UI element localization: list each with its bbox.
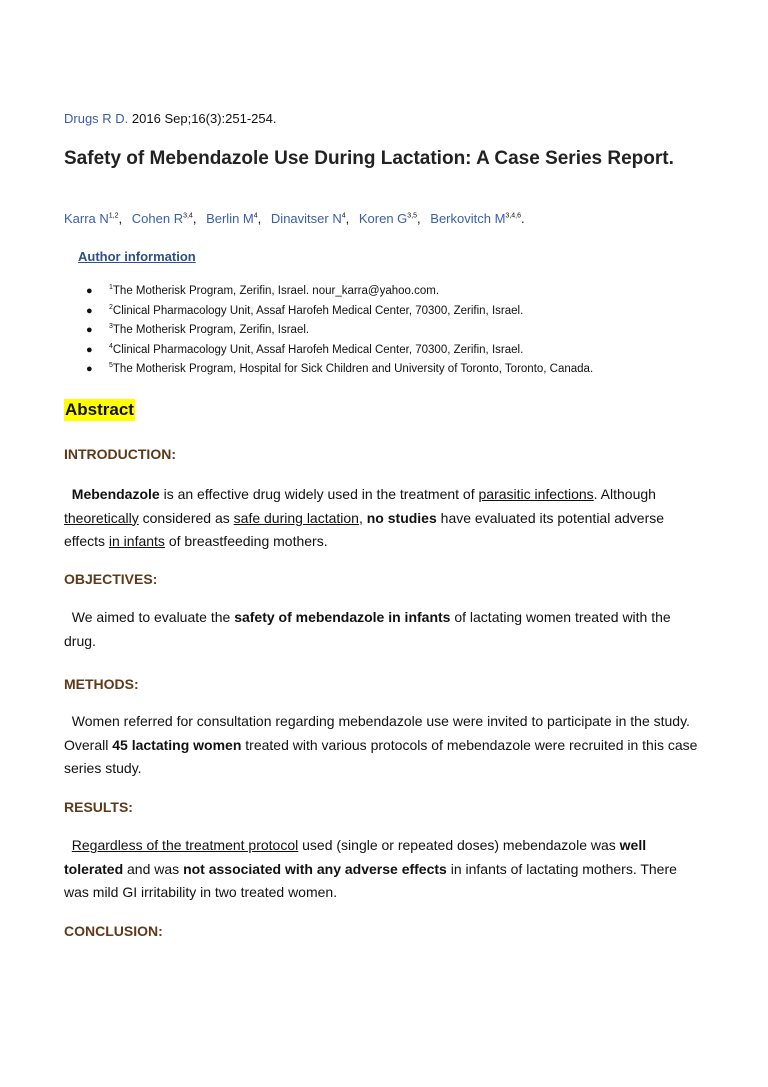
author-link[interactable]: Dinavitser N (270, 211, 342, 226)
intro-underlined-run: safe during lactation (233, 509, 359, 526)
author-separator: . (521, 211, 525, 226)
author-affil-sup: 4 (341, 212, 346, 220)
affiliation-number: 4 (109, 342, 113, 350)
author (132, 211, 197, 226)
results-text (64, 834, 704, 905)
results-bold-run: well tolerated (64, 837, 647, 877)
affiliation-text: The Motherisk Program, Hospital for Sick Children and University of Toronto, Toronto, Canada. (112, 363, 594, 375)
affiliation-item (86, 285, 593, 305)
journal-link[interactable]: Drugs R D. (64, 111, 129, 126)
objectives-text (64, 606, 704, 653)
results-text-run: in infants of lactating mothers. There was mild GI irritability in two treated women. (64, 860, 677, 900)
article-title: Safety of Mebendazole Use During Lactation: A Case Series Report. (64, 148, 674, 169)
author-affil-sup: 1,2 (108, 212, 119, 220)
intro-text-run: is an effective drug widely used in the treatment of (159, 486, 479, 502)
affiliation-item (86, 305, 593, 325)
author-affil-sup: 3,5 (407, 212, 418, 220)
author-separator: , (192, 211, 197, 226)
bullet-icon: ● (86, 324, 93, 336)
methods-text-run: treated with various protocols of mebendazole were recruited in this case series study. (64, 736, 698, 776)
methods-text-run: Women referred for consultation regarding mebendazole use were invited to participate in the study. Overall (64, 713, 690, 753)
bullet-icon: ● (86, 343, 93, 356)
intro-underlined-run: in infants (108, 533, 165, 549)
affiliation-text: Clinical Pharmacology Unit, Assaf Harofeh Medical Center, 70300, Zerifin, Israel. (112, 304, 524, 317)
author-affil-sup: 3,4 (183, 212, 193, 220)
abstract-heading: Abstract (65, 400, 134, 419)
affiliation-list (86, 285, 593, 383)
results-text-run: and was (123, 860, 184, 877)
affiliation-number: 1 (109, 284, 113, 292)
intro-text-run: have evaluated its potential adverse effects (64, 509, 665, 549)
author-separator: , (417, 211, 421, 226)
author-information-toggle[interactable]: Author information (78, 249, 196, 264)
affiliation-number: 3 (109, 323, 113, 331)
author-affil-sup: 4 (253, 212, 258, 220)
author-separator: , (118, 211, 123, 226)
intro-mebendazole: Mebendazole (71, 486, 160, 502)
author (64, 211, 122, 226)
objectives-bold-run: safety of mebendazole in infants (234, 609, 451, 625)
author-list (64, 211, 525, 226)
citation (64, 111, 276, 126)
results-underlined-run: Regardless of the treatment protocol (71, 837, 299, 853)
affiliation-text: Clinical Pharmacology Unit, Assaf Harofeh Medical Center, 70300, Zerifin, Israel. (112, 343, 524, 356)
author (430, 211, 524, 226)
intro-text-run: . Although (593, 486, 656, 502)
methods-heading: METHODS: (64, 676, 139, 692)
intro-text-run: , (358, 509, 367, 526)
bullet-icon: ● (86, 285, 93, 297)
author (359, 211, 421, 226)
affiliation-item (86, 324, 593, 344)
introduction-text (64, 483, 704, 554)
intro-text-run: considered as (138, 509, 234, 526)
author-affil-sup: 3,4,6 (505, 212, 521, 220)
intro-underlined-run: theoretically (64, 509, 139, 526)
results-text-run: used (single or repeated doses) mebendazole was (298, 837, 620, 853)
results-heading: RESULTS: (64, 799, 133, 815)
affiliation-item (86, 363, 593, 383)
author-separator: , (257, 211, 262, 226)
author (206, 211, 261, 226)
objectives-heading: OBJECTIVES: (64, 571, 158, 587)
bullet-icon: ● (86, 304, 93, 317)
author (271, 211, 349, 226)
affiliation-text: The Motherisk Program, Zerifin, Israel. nour_karra@yahoo.com. (112, 285, 440, 297)
methods-text (64, 710, 704, 781)
affiliation-number: 2 (109, 303, 113, 311)
intro-text-run: of breastfeeding mothers. (164, 533, 328, 549)
author-link[interactable]: Karra N (64, 211, 109, 226)
affiliation-text: The Motherisk Program, Zerifin, Israel. (112, 324, 310, 336)
author-link[interactable]: Cohen R (131, 211, 184, 226)
author-link[interactable]: Koren G (358, 211, 408, 226)
affiliation-item (86, 344, 593, 364)
results-bold-run: not associated with any adverse effects (183, 860, 447, 877)
methods-bold-run: 45 lactating women (112, 736, 242, 753)
conclusion-heading: CONCLUSION: (64, 923, 163, 939)
intro-bold-run: no studies (366, 509, 437, 526)
author-separator: , (345, 211, 350, 226)
author-link[interactable]: Berkovitch M (430, 211, 506, 226)
affiliation-number: 5 (109, 362, 113, 370)
bullet-icon: ● (86, 363, 93, 375)
objectives-text-run: of lactating women treated with the drug. (64, 609, 671, 649)
introduction-heading: INTRODUCTION: (64, 446, 176, 462)
citation-details: 2016 Sep;16(3):251-254. (131, 111, 277, 126)
objectives-text-run: We aimed to evaluate the (71, 609, 235, 625)
intro-underlined-run: parasitic infections (478, 486, 594, 502)
author-link[interactable]: Berlin M (206, 211, 254, 226)
